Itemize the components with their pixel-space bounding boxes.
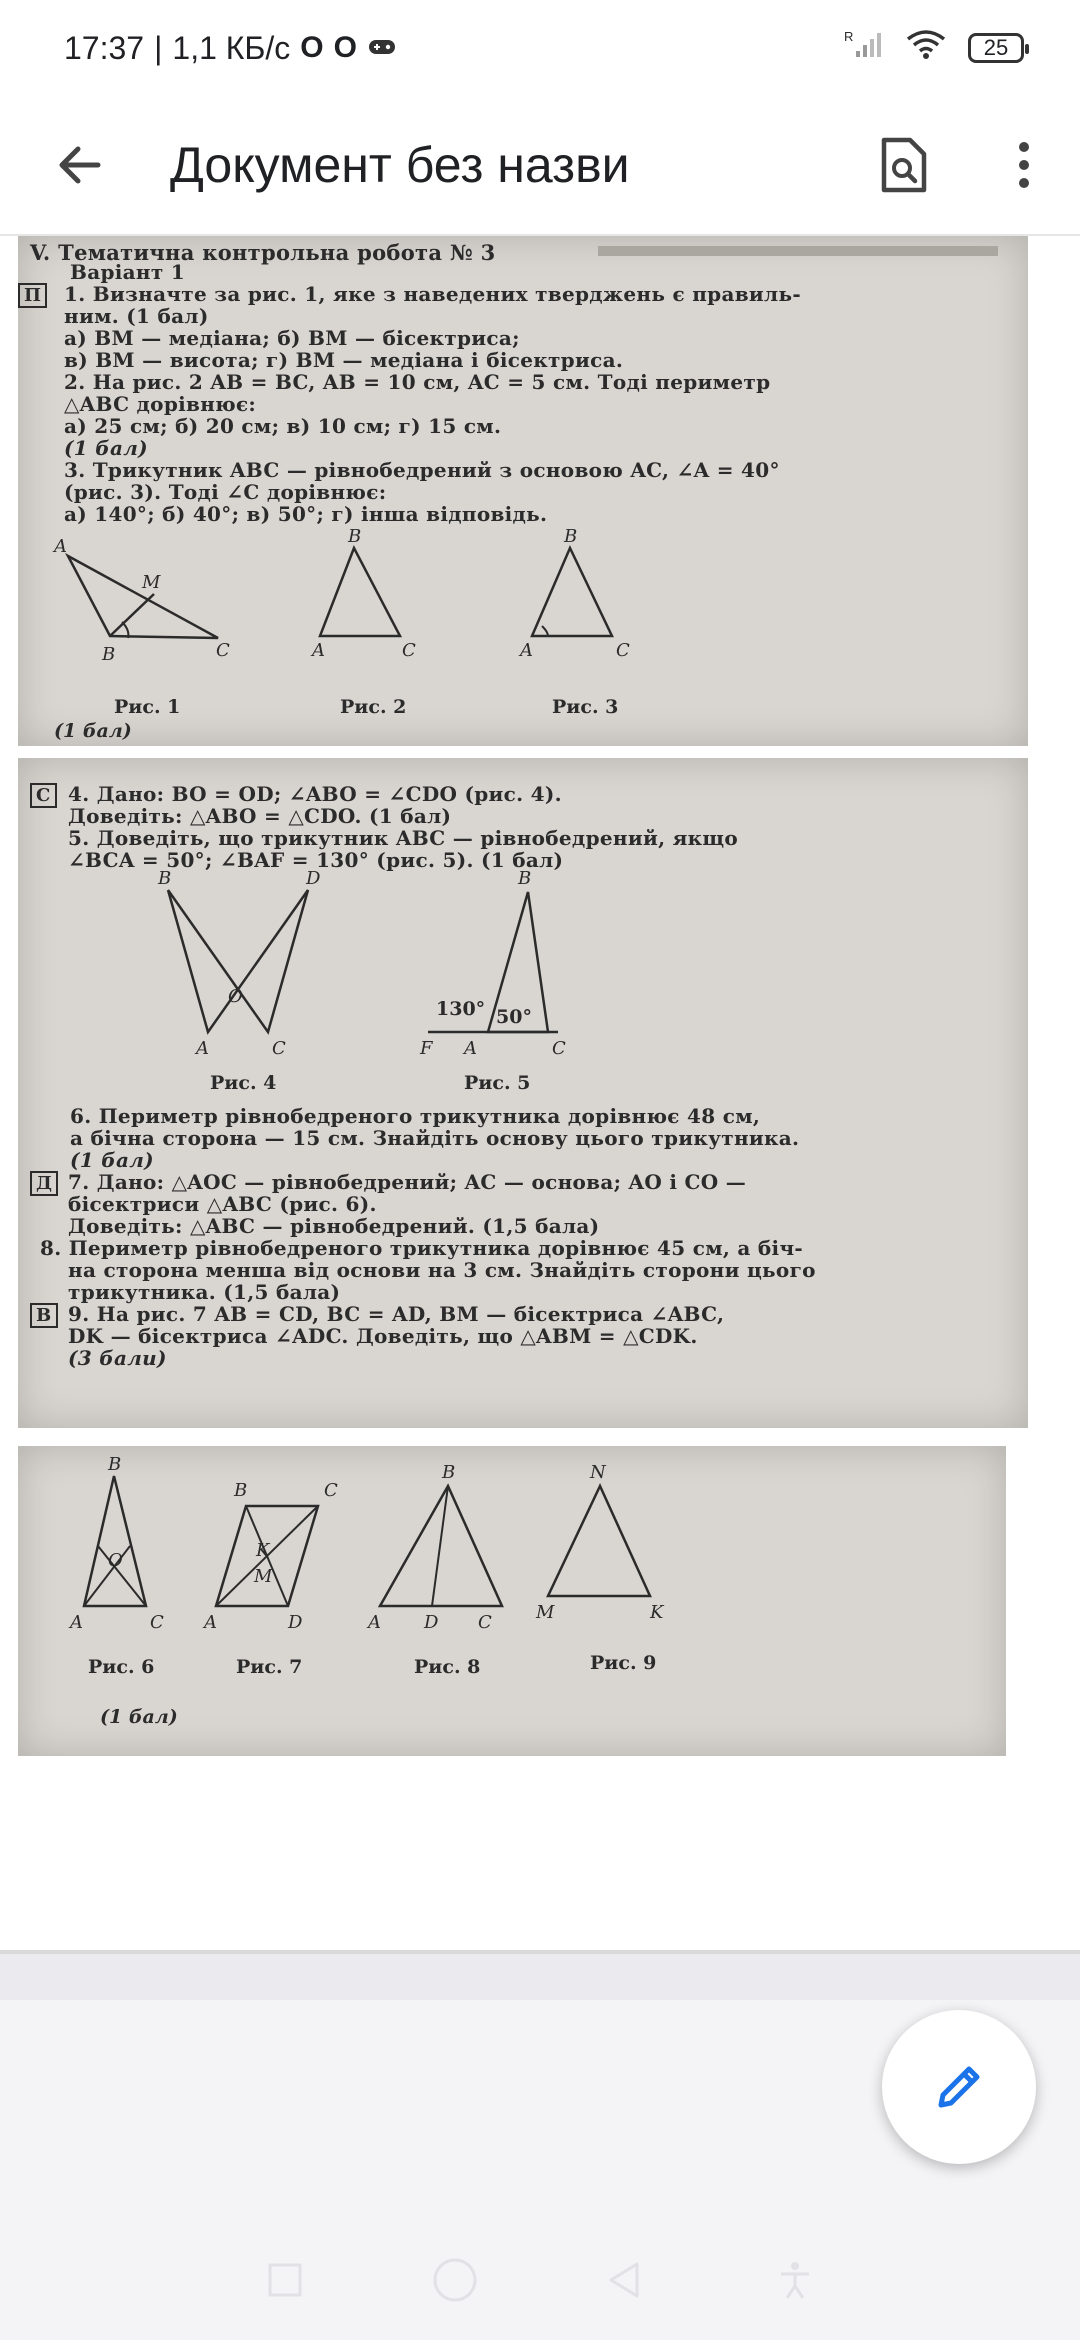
arrow-left-icon — [54, 139, 106, 191]
svg-text:O: O — [228, 986, 243, 1007]
figure-caption: Рис. 2 — [340, 696, 407, 718]
task-4: 4. Дано: BO = OD; ∠ABO = ∠CDO (рис. 4). — [68, 782, 562, 806]
more-vert-icon — [1014, 139, 1034, 191]
svg-text:B: B — [442, 1462, 456, 1483]
figure-caption: Рис. 1 — [114, 696, 181, 718]
level-box: Д — [30, 1171, 58, 1196]
svg-text:C: C — [402, 640, 416, 661]
battery-icon — [968, 33, 1024, 63]
svg-text:A: A — [54, 536, 67, 557]
svg-text:F: F — [420, 1038, 433, 1059]
status-right — [844, 29, 1024, 67]
figure-caption: Рис. 8 — [414, 1656, 481, 1678]
task-2-cont: △ABC дорівнює: — [64, 392, 257, 416]
system-nav-bar — [0, 2220, 1080, 2340]
svg-text:C: C — [616, 640, 630, 661]
page-gap — [0, 1954, 1080, 2000]
svg-text:C: C — [216, 640, 230, 661]
svg-text:B: B — [108, 1454, 122, 1475]
section-heading: V. Тематична контрольна робота № 3 — [30, 240, 496, 265]
document-search-icon — [878, 136, 930, 194]
accessibility-button[interactable] — [765, 2250, 825, 2310]
figure-8 — [366, 1462, 502, 1633]
task-7: 7. Дано: △AOC — рівнобедрений; AC — основа; AO і CO — — [68, 1170, 747, 1194]
notification-icon: O — [333, 31, 357, 64]
figure-5 — [419, 868, 566, 1059]
task-5: 5. Доведіть, що трикутник ABC — рівнобедрений, якщо — [68, 826, 739, 850]
svg-text:M: M — [142, 572, 161, 593]
svg-text:A: A — [204, 1612, 217, 1633]
figure-caption: Рис. 9 — [590, 1652, 657, 1674]
svg-text:M: M — [536, 1602, 555, 1623]
svg-text:B: B — [518, 868, 532, 889]
svg-text:A: A — [70, 1612, 83, 1633]
svg-text:D: D — [424, 1612, 439, 1633]
task-3-options: а) 140°; б) 40°; в) 50°; г) інша відповідь. — [64, 502, 548, 526]
triangle-back-icon — [605, 2260, 645, 2300]
task-3-cont: (рис. 3). Тоді ∠C дорівнює: — [64, 480, 387, 504]
document-body[interactable] — [0, 236, 1080, 1956]
task-2-points: (1 бал) — [64, 436, 148, 460]
task-2: 2. На рис. 2 AB = BC, AB = 10 см, AC = 5 см. Тоді периметр — [64, 370, 771, 394]
edit-button[interactable] — [882, 2010, 1036, 2164]
home-button[interactable] — [425, 2250, 485, 2310]
svg-text:D: D — [306, 868, 321, 889]
task-1: 1. Визначте за рис. 1, яке з наведених тверджень є правиль- — [64, 282, 801, 306]
task-1-cont: ним. (1 бал) — [64, 304, 209, 328]
figure-2 — [310, 526, 416, 661]
svg-text:C: C — [478, 1612, 492, 1633]
task-6: 6. Периметр рівнобедреного трикутника дорівнює 48 см, — [70, 1104, 761, 1128]
figure-1 — [52, 536, 230, 665]
battery-level: 25 — [983, 35, 1009, 60]
task-9: 9. На рис. 7 AB = CD, BC = AD, BM — бісектриса ∠ABC, — [68, 1302, 725, 1326]
recents-button[interactable] — [255, 2250, 315, 2310]
app-bar — [0, 96, 1080, 236]
wifi-icon — [906, 29, 946, 67]
figure-7 — [202, 1480, 338, 1633]
figure-caption: Рис. 5 — [464, 1072, 531, 1094]
svg-text:K: K — [650, 1602, 664, 1623]
status-time: 17:37 — [64, 29, 145, 66]
svg-text:C: C — [552, 1038, 566, 1059]
points-note: (1 бал) — [100, 1706, 178, 1728]
more-options-button[interactable] — [984, 125, 1064, 205]
svg-text:B: B — [234, 1480, 248, 1501]
svg-text:C: C — [324, 1480, 338, 1501]
points-note: (1 бал) — [54, 720, 132, 742]
square-icon — [267, 2262, 303, 2298]
figure-caption: Рис. 3 — [552, 696, 619, 718]
task-6-cont: а бічна сторона — 15 см. Знайдіть основу цього трикутника. — [70, 1126, 800, 1150]
figures-6-9 — [18, 1446, 1006, 1676]
figure-4 — [157, 868, 321, 1059]
scanned-image-3 — [18, 1446, 1006, 1756]
svg-text:A: A — [312, 640, 325, 661]
signal-icon — [844, 29, 884, 67]
svg-text:N: N — [590, 1462, 606, 1483]
level-box: П — [18, 283, 47, 308]
document-title: Документ без назви — [170, 137, 630, 193]
svg-text:D: D — [288, 1612, 303, 1633]
svg-text:R: R — [844, 29, 854, 44]
task-7-prove: Доведіть: △ABC — рівнобедрений. (1,5 бала) — [68, 1214, 600, 1238]
heading-rule — [598, 246, 998, 256]
task-9-cont: DK — бісектриса ∠ADC. Доведіть, що △ABM = △CDK. — [68, 1324, 698, 1348]
angle-label: 50° — [496, 1006, 532, 1028]
task-1-options-2: в) BM — висота; г) BM — медіана і бісектриса. — [64, 348, 624, 372]
notification-icon: O — [300, 31, 324, 64]
task-7-cont: бісектриси △ABC (рис. 6). — [68, 1192, 377, 1216]
status-left: 17:37 | 1,1 КБ/с O O — [64, 30, 397, 67]
circle-icon — [431, 2256, 479, 2304]
task-3: 3. Трикутник ABC — рівнобедрений з основою AC, ∠A = 40° — [64, 458, 780, 482]
svg-text:M: M — [254, 1566, 273, 1587]
task-8-cont: на сторона менша від основи на 3 см. Знайдіть сторони цього — [68, 1258, 816, 1282]
scanned-image-1 — [18, 236, 1028, 746]
task-6-points: (1 бал) — [70, 1148, 154, 1172]
figure-caption: Рис. 7 — [236, 1656, 303, 1678]
svg-text:A: A — [196, 1038, 209, 1059]
figure-9 — [535, 1462, 665, 1623]
task-9-points: (3 бали) — [68, 1346, 167, 1370]
scanned-image-2 — [18, 758, 1028, 1428]
task-2-options: а) 25 см; б) 20 см; в) 10 см; г) 15 см. — [64, 414, 502, 438]
task-8-cont-2: трикутника. (1,5 бала) — [68, 1280, 341, 1304]
svg-text:O: O — [108, 1550, 123, 1571]
game-icon — [367, 30, 397, 67]
figure-3 — [518, 526, 630, 661]
back-button[interactable] — [40, 125, 120, 205]
angle-label: 130° — [436, 998, 486, 1020]
figures-4-5 — [18, 862, 1028, 1072]
task-1-options-1: а) BM — медіана; б) BM — бісектриса; — [64, 326, 520, 350]
svg-text:A: A — [368, 1612, 381, 1633]
status-bar — [0, 0, 1080, 96]
svg-text:K: K — [256, 1540, 270, 1561]
svg-text:A: A — [520, 640, 533, 661]
svg-text:A: A — [464, 1038, 477, 1059]
svg-text:C: C — [272, 1038, 286, 1059]
svg-text:C: C — [150, 1612, 164, 1633]
figure-caption: Рис. 4 — [210, 1072, 277, 1094]
status-speed: 1,1 КБ/с — [172, 29, 291, 66]
level-box: В — [30, 1303, 58, 1328]
svg-text:B: B — [158, 868, 172, 889]
svg-text:B: B — [102, 644, 116, 665]
variant-label: Варіант 1 — [70, 260, 186, 284]
task-8: 8. Периметр рівнобедреного трикутника дорівнює 45 см, а біч- — [40, 1236, 803, 1260]
accessibility-icon — [775, 2260, 815, 2300]
task-4-cont: Доведіть: △ABO = △CDO. (1 бал) — [68, 804, 452, 828]
figure-caption: Рис. 6 — [88, 1656, 155, 1678]
back-nav-button[interactable] — [595, 2250, 655, 2310]
level-box: С — [30, 783, 57, 808]
preview-button[interactable] — [864, 125, 944, 205]
task-5-cont: ∠BCA = 50°; ∠BAF = 130° (рис. 5). (1 бал) — [68, 848, 564, 872]
pencil-icon — [931, 2059, 987, 2115]
svg-text:B: B — [564, 526, 578, 547]
svg-text:B: B — [348, 526, 362, 547]
figure-6 — [68, 1454, 164, 1633]
